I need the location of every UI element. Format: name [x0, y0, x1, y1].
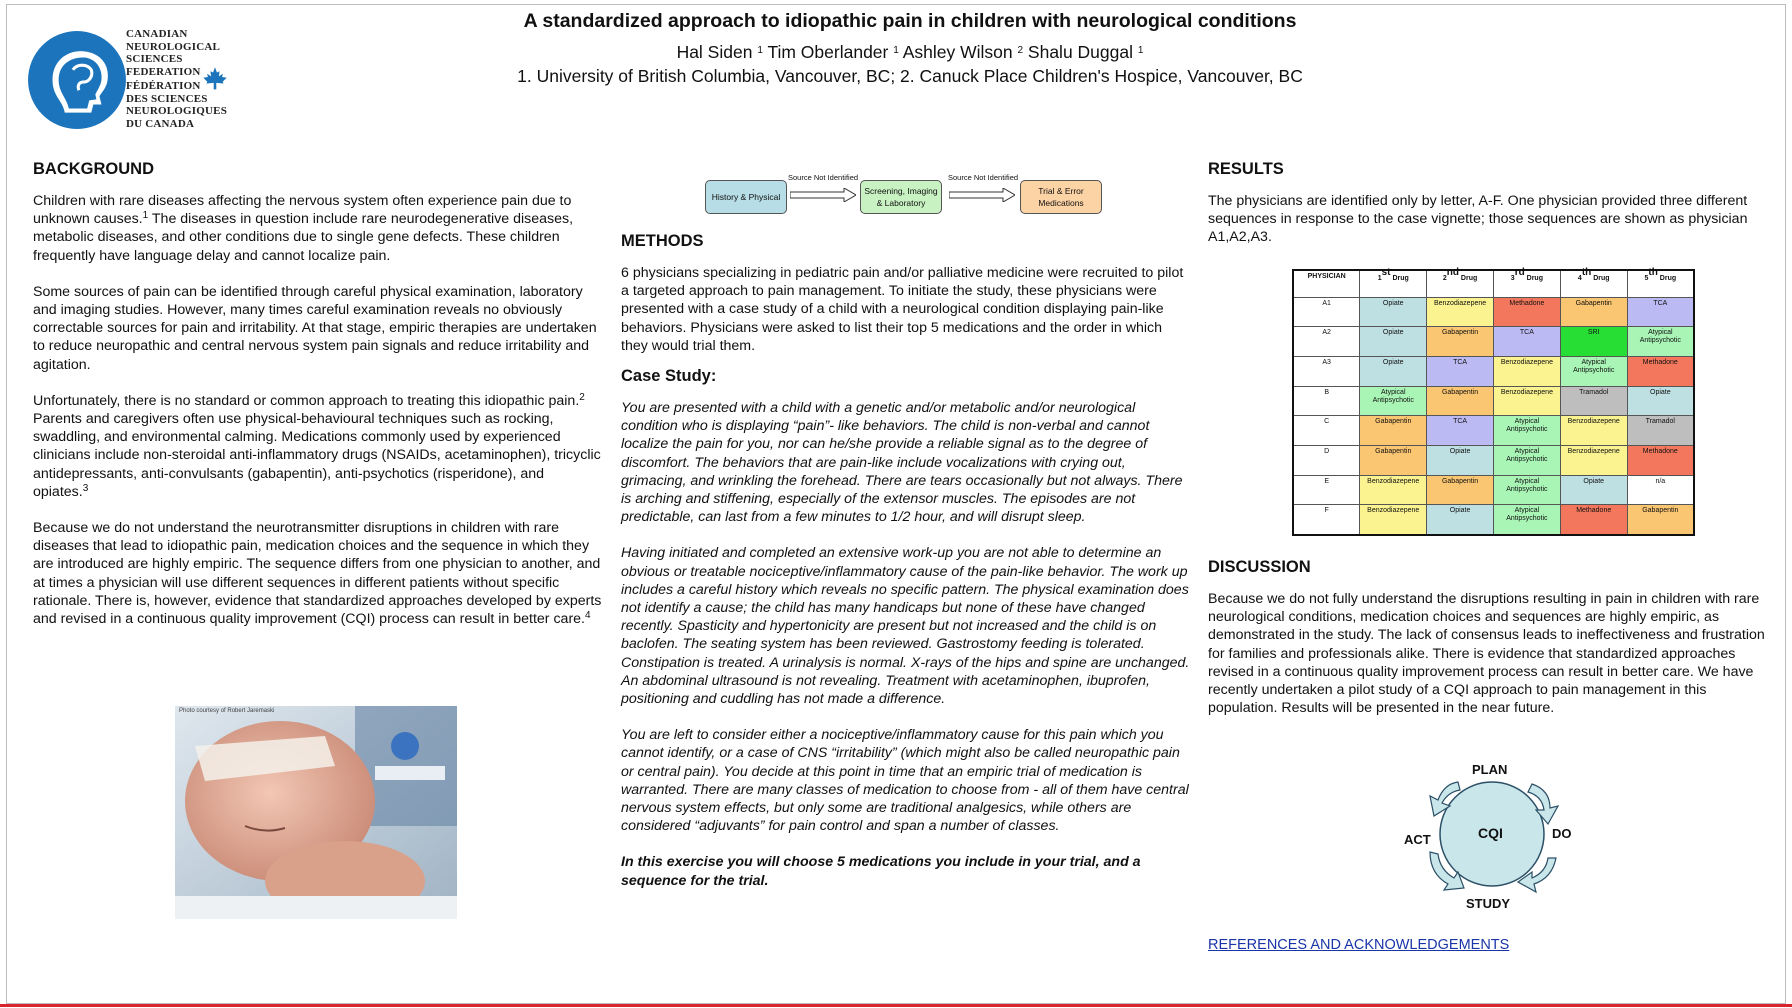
- table-row: [1293, 327, 1694, 357]
- physician-id-cell: B: [1293, 386, 1360, 416]
- author-list: [300, 42, 1520, 63]
- drug-cell: TCA: [1493, 327, 1560, 357]
- case-study-paragraph: Having initiated and completed an extensive work-up you are not able to determine an obvious or treatable nociceptive/inflammatory cause of the pain-like behavior. The work up includes a careful history which reveals no specific pattern. The physical examination does not identify a cause; the child has many handicaps but none of these have changed recently. Spasticity and hypertonicity are present but not increased and the child is on baclofen. The seating system has been reviewed. Gastrostomy feeding is tolerated. Constipation is treated. A urinalysis is normal. X-rays of the hips and spine are unchanged. An abdominal ultrasound is not revealing. Treatment with acetaminophen, ibuprofen, positioning and cuddling has not made a difference.: [621, 545, 1190, 708]
- drug-cell: Benzodiazepene: [1493, 356, 1560, 386]
- drug-cell: Gabapentin: [1360, 416, 1427, 446]
- physician-id-cell: C: [1293, 416, 1360, 446]
- author-affiliation: 1: [757, 45, 763, 56]
- header-suffix: rd: [1514, 267, 1525, 278]
- author-name: Shalu Duggal: [1027, 42, 1133, 62]
- drug-cell: SRI: [1560, 327, 1627, 357]
- header-suffix: th: [1581, 267, 1592, 278]
- citation: 3: [82, 482, 89, 494]
- drug-cell: Atypical Antipsychotic: [1560, 356, 1627, 386]
- cqi-plan-label: PLAN: [1472, 762, 1508, 777]
- header-rest: Drug: [1458, 275, 1478, 282]
- header-suffix: nd: [1446, 267, 1459, 278]
- paragraph-text: The diseases in question include rare neurodegenerative diseases, metabolic diseases, and other conditions due to single gene defects. These children frequently have language delay and cannot localize pain.: [33, 211, 574, 264]
- drug-cell: TCA: [1427, 356, 1494, 386]
- bottom-rule: [0, 1004, 1792, 1007]
- results-paragraph: The physicians are identified only by letter, A-F. One physician provided three different sequences in response to the case vignette; those sequences are shown as physician A1,A2,A3.: [1208, 193, 1748, 246]
- table-header-cell: [1493, 267, 1560, 297]
- cqi-cycle-diagram: [1400, 760, 1580, 910]
- cqi-act-label: ACT: [1404, 832, 1431, 847]
- methods-section: [621, 232, 1191, 890]
- logo-en-line: SCIENCES: [126, 53, 183, 65]
- drug-cell: Gabapentin: [1427, 386, 1494, 416]
- table-header-cell: [1360, 267, 1427, 297]
- methods-paragraph: 6 physicians specializing in pediatric pain and/or palliative medicine were recruited to pilot a targeted approach to pain management. To initiate the study, these physicians were presented with a case study of a child with a neurological condition displaying pain-like behaviors. Physicians were asked to list their top 5 medications and the order in which they would trial them.: [621, 265, 1184, 354]
- cqi-do-label: DO: [1552, 826, 1572, 841]
- cqi-center-label: CQI: [1478, 825, 1503, 841]
- header-rest: Drug: [1591, 275, 1610, 282]
- header-ordinal: 3: [1510, 275, 1515, 282]
- header-ordinal: 5: [1644, 275, 1649, 282]
- header-suffix: st: [1381, 267, 1391, 278]
- cnsf-logo: [26, 24, 236, 134]
- flow-box-history: History & Physical: [705, 180, 787, 214]
- table-header-cell: [1427, 267, 1494, 297]
- flow-arrow-label: Source Not Identified: [948, 173, 1019, 182]
- drug-cell: Gabapentin: [1360, 445, 1427, 475]
- drug-cell: Gabapentin: [1427, 475, 1494, 505]
- drug-cell: n/a: [1627, 475, 1694, 505]
- drug-cell: Opiate: [1360, 327, 1427, 357]
- drug-cell: Atypical Antipsychotic: [1493, 475, 1560, 505]
- affiliations: 1. University of British Columbia, Vancouver, BC; 2. Canuck Place Children's Hospice, Vancouver, BC: [517, 66, 1303, 86]
- drug-cell: Benzodiazepene: [1560, 445, 1627, 475]
- header-ordinal: 4: [1577, 275, 1582, 282]
- author-name: Hal Siden: [676, 42, 753, 62]
- drug-cell: Opiate: [1427, 445, 1494, 475]
- logo-en-line: FEDERATION: [126, 65, 201, 78]
- drug-cell: TCA: [1627, 297, 1694, 327]
- drug-cell: Atypical Antipsychotic: [1493, 505, 1560, 535]
- table-row: [1293, 297, 1694, 327]
- paragraph-text: Children with rare diseases affecting the nervous system often experience pain due to unknown causes.: [33, 193, 572, 228]
- header-ordinal: 1: [1377, 275, 1382, 282]
- drug-cell: Atypical Antipsychotic: [1627, 327, 1694, 357]
- author-affiliation: 2: [1017, 45, 1024, 56]
- logo-fr-line: FÉDÉRATION: [126, 80, 201, 92]
- physician-id-cell: D: [1293, 445, 1360, 475]
- table-row: [1293, 445, 1694, 475]
- medication-sequence-table: [1292, 269, 1695, 536]
- flow-box-trial: Trial & Error Medications: [1020, 180, 1102, 214]
- paragraph-text: Unfortunately, there is no standard or common approach to treating this idiopathic pain.: [33, 392, 580, 409]
- physician-id-cell: A3: [1293, 356, 1360, 386]
- results-section: [1208, 160, 1773, 247]
- logo-fr-line: NEUROLOGIQUES: [126, 105, 228, 117]
- drug-cell: Atypical Antipsychotic: [1493, 416, 1560, 446]
- drug-cell: Tramadol: [1627, 416, 1694, 446]
- case-study-paragraph: You are left to consider either a nociceptive/inflammatory cause for this pain which you cannot identify, or a case of CNS “irritability” (which might also be called neuropathic pain or central pain). You decide at this point in time that an empiric trial of medication is warranted. There are many classes of medication to choose from - all of them have central nervous system effects, but only some are traditional analgesics, while others are considered “adjuvants” for pain control and span a number of classes.: [621, 727, 1189, 835]
- workup-flow-diagram: [700, 168, 1110, 218]
- discussion-paragraph: Because we do not fully understand the disruptions resulting in pain in children with rare neurological conditions, medication choices and sequences are highly empiric, as demonstrated in the study. The lack of consensus leads to ineffectiveness and frustration for families and professionals alike. There is evidence that standardized approaches revised in a continuous quality improvement process can result in better care. We have recently undertaken a pilot study of a CQI approach to pain management in this population. Results will be presented in the near future.: [1208, 591, 1765, 717]
- sleeping-infant-image: [175, 706, 457, 919]
- table-row: [1293, 416, 1694, 446]
- drug-cell: Methadone: [1627, 445, 1694, 475]
- background-paragraph: [33, 392, 603, 501]
- table-row: [1293, 356, 1694, 386]
- right-arrow-icon: [949, 188, 1015, 202]
- poster-title: A standardized approach to idiopathic pain in children with neurological conditions: [523, 10, 1297, 32]
- drug-cell: TCA: [1427, 416, 1494, 446]
- table-header-row: [1293, 270, 1694, 297]
- drug-cell: Benzodiazepene: [1560, 416, 1627, 446]
- logo-en-line: NEUROLOGICAL: [126, 40, 221, 53]
- case-study-heading: Case Study:: [621, 367, 717, 386]
- header-suffix: th: [1648, 267, 1658, 278]
- drug-cell: Opiate: [1360, 297, 1427, 327]
- drug-cell: Tramadol: [1560, 386, 1627, 416]
- logo-fr-line: DU CANADA: [126, 117, 195, 130]
- section-heading: RESULTS: [1208, 160, 1284, 178]
- discussion-section: [1208, 558, 1773, 717]
- drug-cell: Opiate: [1627, 386, 1694, 416]
- table-row: [1293, 475, 1694, 505]
- case-study-paragraph: You are presented with a child with a genetic and/or metabolic and/or neurological condition who is displaying “pain”- like behaviors. The child is non-verbal and cannot localize the pain for you, nor can he/she provide a reliable signal as to the degree of discomfort. The behaviors that are pain-like include vocalizations with crying out, grimacing, and wrinkling the forehead. There are tears occasionally but not always. There is arching and stiffening, especially of the extensor muscles. The episodes are not predictable, can last from a few minutes to 1/2 hour, and will disrupt sleep.: [621, 400, 1183, 526]
- header-ordinal: 2: [1442, 275, 1447, 282]
- citation: 2: [579, 391, 585, 403]
- drug-cell: Opiate: [1427, 505, 1494, 535]
- paragraph-text: Because we do not understand the neurotransmitter disruptions in children with rare diseases that lead to idiopathic pain, medication choices and the sequence in which they are introduced are highly empiric. The sequence differs from one physician to another, and at times a physician will use different sequences in different patients without specific rationale. There is, however, evidence that standardized approaches developed by experts and revised in a continuous quality improvement (CQI) process can result in better care.: [33, 520, 602, 628]
- drug-cell: Opiate: [1360, 356, 1427, 386]
- physician-id-cell: A1: [1293, 297, 1360, 327]
- table-header-cell: PHYSICIAN: [1293, 270, 1360, 297]
- drug-cell: Methadone: [1560, 505, 1627, 535]
- references-link[interactable]: REFERENCES AND ACKNOWLEDGEMENTS: [1208, 937, 1510, 953]
- drug-cell: Atypical Antipsychotic: [1360, 386, 1427, 416]
- photo-caption: Photo courtesy of Robert Jaremaski: [179, 708, 275, 714]
- background-paragraph: [33, 519, 603, 628]
- flow-arrow-label: Source Not Identified: [788, 173, 859, 182]
- section-heading: METHODS: [621, 232, 704, 250]
- author-name: Ashley Wilson: [902, 42, 1013, 62]
- cqi-study-label: STUDY: [1466, 896, 1511, 911]
- drug-cell: Atypical Antipsychotic: [1493, 445, 1560, 475]
- author-affiliation: 1: [893, 45, 899, 56]
- section-heading: BACKGROUND: [33, 160, 154, 178]
- physician-id-cell: E: [1293, 475, 1360, 505]
- table-header-cell: [1627, 267, 1694, 297]
- table-body: [1293, 297, 1694, 535]
- drug-cell: Gabapentin: [1427, 327, 1494, 357]
- right-arrow-icon: [790, 188, 856, 202]
- citation: 4: [585, 610, 591, 622]
- logo-fr-line: DES SCIENCES: [126, 92, 208, 105]
- header-rest: Drug: [1657, 275, 1677, 282]
- table-header-cell: [1560, 267, 1627, 297]
- physician-id-cell: A2: [1293, 327, 1360, 357]
- paragraph-text: Parents and caregivers often use physical-behavioural techniques such as rocking, swaddling, and environmental calming. Medications commonly used by experienced clinicians include non-steroidal anti-inflammatory drugs (NSAIDs, acetaminophen), tricyclic antidepressants, anti-convulsants (gabapentin), anti-psychotics (risperidone), and opiates.: [33, 411, 601, 500]
- citation: 1: [142, 210, 149, 222]
- case-study-instruction: In this exercise you will choose 5 medications you include in your trial, and a sequence for the trial.: [621, 854, 1141, 889]
- section-heading: DISCUSSION: [1208, 558, 1311, 576]
- header-rest: Drug: [1524, 275, 1543, 282]
- drug-cell: Methadone: [1493, 297, 1560, 327]
- header-rest: Drug: [1390, 275, 1409, 282]
- logo-text-french: [126, 80, 227, 130]
- background-paragraph: [33, 192, 603, 265]
- drug-cell: Gabapentin: [1627, 505, 1694, 535]
- drug-cell: Benzodiazepene: [1360, 475, 1427, 505]
- author-name: Tim Oberlander: [767, 42, 889, 62]
- logo-en-line: CANADIAN: [126, 28, 188, 40]
- drug-cell: Gabapentin: [1560, 297, 1627, 327]
- drug-cell: Methadone: [1627, 356, 1694, 386]
- flow-box-screening: Screening, Imaging & Laboratory: [860, 180, 942, 214]
- drug-cell: Opiate: [1560, 475, 1627, 505]
- infant-photo: [175, 706, 457, 919]
- background-paragraph: Some sources of pain can be identified through careful physical examination, laboratory and imaging studies. However, many times careful examination reveals no obviously correctable sources for pain and irritability. At that stage, empiric therapies are undertaken to reduce neuropathic and central nervous system pain signals and reduce irritability and agitation.: [33, 283, 597, 373]
- head-profile-icon: [26, 29, 128, 131]
- drug-cell: Benzodiazepene: [1427, 297, 1494, 327]
- drug-cell: Benzodiazepene: [1493, 386, 1560, 416]
- background-section: [33, 160, 603, 628]
- table-row: [1293, 386, 1694, 416]
- table-row: [1293, 505, 1694, 535]
- author-affiliation: 1: [1137, 45, 1144, 56]
- physician-id-cell: F: [1293, 505, 1360, 535]
- drug-cell: Benzodiazepene: [1360, 505, 1427, 535]
